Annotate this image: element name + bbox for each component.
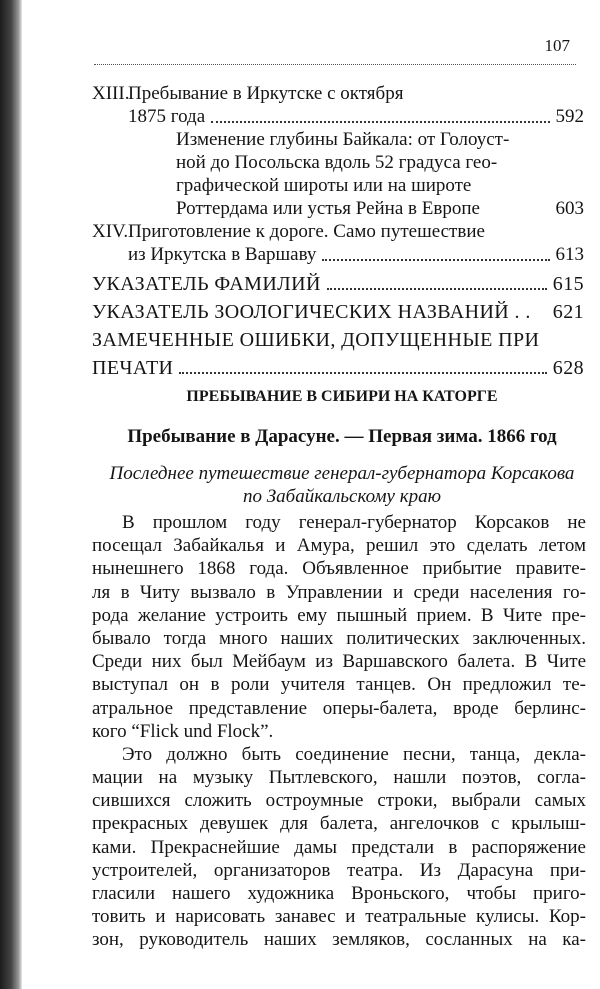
chapter-subtitle	[96, 462, 588, 508]
body-text	[92, 511, 586, 952]
body-line: Среди них был Мейбаум из Варшавского балета. В Чите	[92, 651, 586, 673]
body-line: сившихся сложить остроумные строки, выбрали самых	[92, 790, 586, 812]
toc-page: 603	[555, 198, 584, 219]
body-line: устроителей, организаторов театра. Из Дарасуна при-	[92, 859, 586, 881]
toc-text: 1875 года	[128, 106, 206, 127]
toc-text: из Иркутска в Варшаву	[128, 244, 317, 265]
toc-page: 615	[552, 273, 584, 295]
toc-text: Изменение глубины Байкала: от Голоуст-	[176, 129, 510, 150]
toc-number: XIV.	[92, 221, 129, 242]
toc-row	[92, 82, 584, 105]
toc-row	[92, 354, 584, 382]
body-line: кого “Flick und Flock”.	[92, 720, 274, 742]
toc-row	[92, 298, 584, 326]
toc-page: 592	[555, 106, 584, 127]
toc-row	[92, 270, 584, 298]
toc-text: ной до Посольска вдоль 52 градуса гео-	[176, 152, 498, 173]
toc-leader-dots	[322, 259, 549, 261]
toc-row	[92, 197, 584, 220]
table-of-contents	[92, 82, 584, 382]
page-binding-shadow	[0, 0, 22, 989]
toc-leader-dots	[327, 288, 547, 290]
toc-page: 621	[552, 301, 584, 323]
toc-number: XIII.	[92, 83, 130, 104]
toc-leader-dots	[179, 372, 546, 374]
toc-leader-dots	[211, 121, 549, 123]
body-line: товить и нарисовать занавес и театральные кулисы. Кор-	[92, 906, 586, 928]
toc-text: Роттердама или устья Рейна в Европе	[176, 198, 480, 219]
toc-text: УКАЗАТЕЛЬ ЗООЛОГИЧЕСКИХ НАЗВАНИЙ . .	[92, 301, 531, 323]
body-line: бывало тогда много наших политических заключенных.	[92, 627, 586, 649]
toc-text: ЗАМЕЧЕННЫЕ ОШИБКИ, ДОПУЩЕННЫЕ ПРИ	[92, 329, 540, 351]
toc-row	[92, 128, 584, 151]
body-line: посещал Забайкалья и Амура, решил это сделать летом	[92, 535, 586, 557]
subtitle-line: Последнее путешествие генерал-губернатора Корсакова	[109, 463, 575, 484]
body-line: зон, руководитель наших земляков, сосланных на ка-	[92, 929, 586, 951]
body-line: рода желание устроить ему пышный прием. В Чите пре-	[92, 604, 586, 626]
toc-row	[92, 151, 584, 174]
body-line: прекрасных девушек для балета, ангелочков с крылыш-	[92, 813, 586, 835]
toc-page: 613	[555, 244, 584, 265]
body-line: ля в Читу вызвало в Управлении и среди населения го-	[92, 581, 586, 603]
toc-text: УКАЗАТЕЛЬ ФАМИЛИЙ	[92, 273, 321, 295]
chapter-title: Пребывание в Дарасуне. — Первая зима. 1866 год	[127, 426, 557, 447]
body-line: выступал он в роли учителя танцев. Он предложил те-	[92, 674, 586, 696]
body-line: нынешнего 1868 года. Объявленное прибытие правите-	[92, 558, 586, 580]
toc-row	[92, 105, 584, 128]
toc-text: графической широты или на широте	[176, 175, 472, 196]
body-line: ками. Прекраснейшие дамы предстали в распоряжение	[92, 836, 586, 858]
body-line: Это должно быть соединение песни, танца, декла-	[122, 743, 586, 765]
subtitle-line: по Забайкальскому краю	[242, 486, 442, 507]
header-rule	[94, 64, 576, 65]
body-line: В прошлом году генерал-губернатор Корсаков не	[122, 512, 586, 533]
body-line: атральное представление оперы-балета, вроде берлинс-	[92, 697, 586, 719]
toc-row	[92, 243, 584, 266]
toc-page: 628	[552, 357, 584, 379]
section-title: ПРЕБЫВАНИЕ В СИБИРИ НА КАТОРГЕ	[186, 388, 498, 405]
toc-text: ПЕЧАТИ	[92, 357, 174, 379]
body-line: гласили нашего художника Вроньского, чтобы приго-	[92, 883, 586, 904]
toc-text: Приготовление к дороге. Само путешествие	[128, 221, 485, 242]
body-line: мации на музыку Пытлевского, нашли поэтов, согла-	[92, 767, 586, 789]
toc-row	[92, 220, 584, 243]
toc-row	[92, 174, 584, 197]
toc-text: Пребывание в Иркутске с октября	[128, 83, 404, 104]
toc-row	[92, 326, 584, 354]
page-number: 107	[544, 36, 570, 55]
